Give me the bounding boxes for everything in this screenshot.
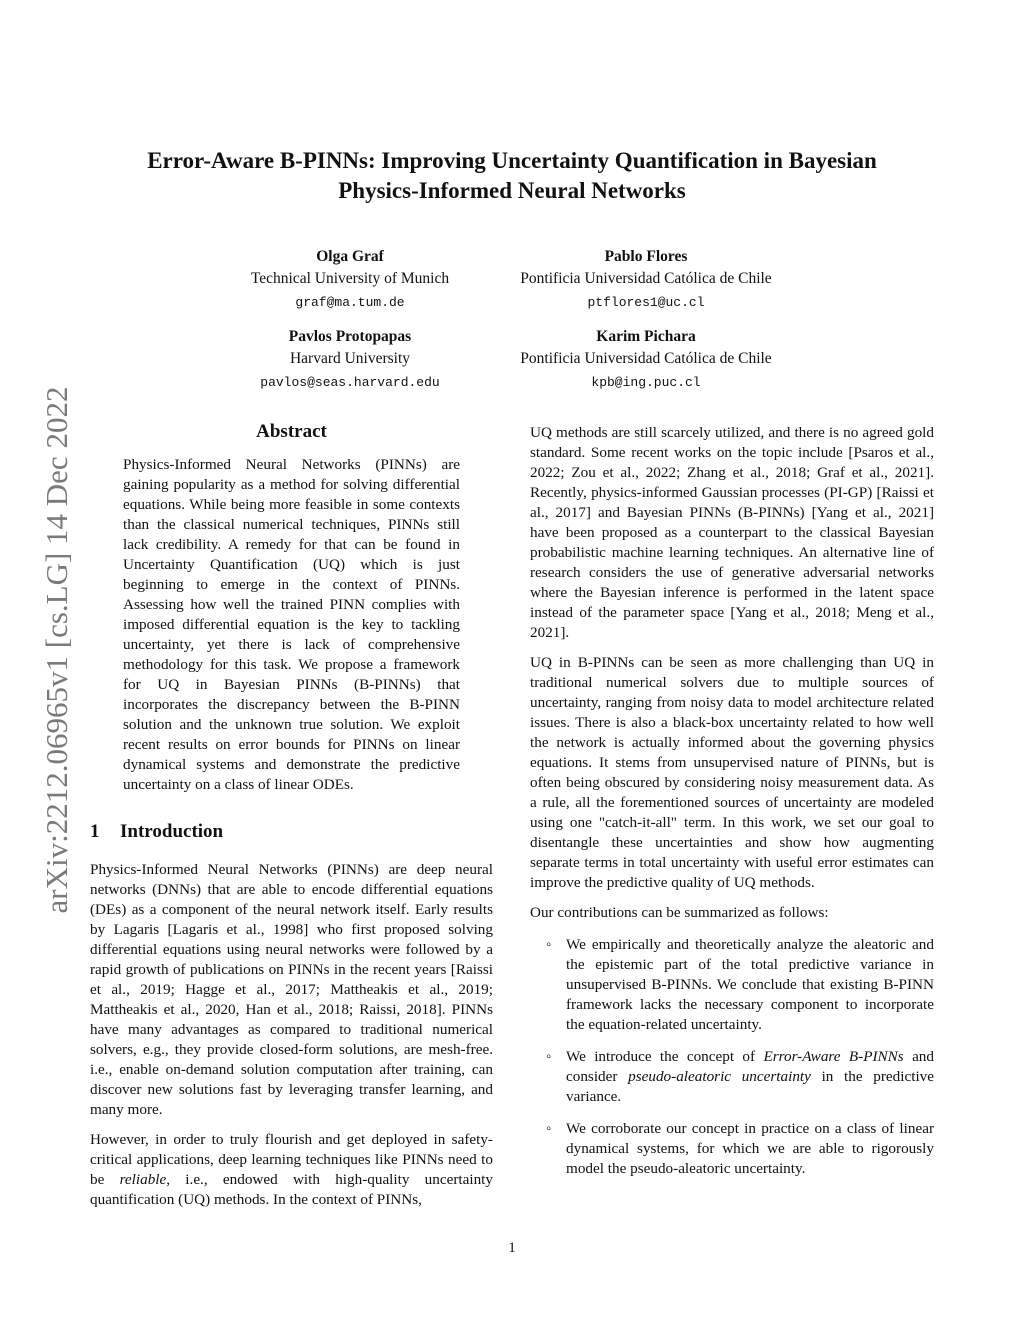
intro-paragraph-2: However, in order to truly flourish and get deployed in safety-critical applications, deep learning techniques like PINNs need to be reliable, i.e., endowed with high-quality uncertainty quantification (UQ) methods. In the context of PINNs, [90,1131,493,1208]
paper-title [0,146,1024,206]
paper-title-line-1: Error-Aware B-PINNs: Improving Uncertainty Quantification in Bayesian [147,148,877,173]
author-email[interactable]: graf@ma.tum.de [295,295,405,310]
abstract-heading: Abstract [256,421,327,442]
left-column [90,860,493,1220]
right-column [530,423,934,1191]
contributions-intro: Our contributions can be summarized as follows: [530,904,829,921]
contributions-list [530,935,934,1179]
author-email[interactable]: pavlos@seas.harvard.edu [260,375,440,390]
bullet-icon: ◦ [546,936,552,953]
list-item: ◦ We corroborate our concept in practice on a class of linear dynamical systems, for which we are able to rigorously model the pseudo-aleatoric uncertainty. [546,1120,934,1177]
section-title: Introduction [120,821,224,842]
section-heading [90,820,223,844]
abstract-text: Physics-Informed Neural Networks (PINNs) are gaining popularity as a method for solving differential equations. While being more feasible in some contexts than the classical numerical techniques, PINNs still lack credibility. A remedy for that can be found in Uncertainty Quantification (UQ) which is just beginning to emerge in the context of PINNs. Assessing how well the trained PINN complies with imposed differential equation is the key to tackling uncertainty, yet there is lack of comprehensive methodology for this task. We propose a framework for UQ in Bayesian PINNs (B-PINNs) that incorporates the discrepancy between the B-PINN solution and the unknown true solution. We exploit recent results on error bounds for PINNs on linear dynamical systems and demonstrate the predictive uncertainty on a class of linear ODEs. [123,456,460,793]
author-affiliation: Pontificia Universidad Católica de Chile [520,270,772,287]
intro-paragraph-1: Physics-Informed Neural Networks (PINNs) are deep neural networks (DNNs) that are able to encode differential equations (DEs) as a component of the neural network itself. Early results by Lagaris [Lagaris et al., 1998] who first proposed solving differential equations using neural networks were followed by a rapid growth of publications on PINNs in the recent years [Raissi et al., 2019; Hagge et al., 2017; Mattheakis et al., 2019; Mattheakis et al., 2020, Han et al., 2018; Raissi, 2018]. PINNs have many advantages as compared to traditional numerical solvers, e.g., they provide closed-form solutions, are mesh-free. i.e., enable on-demand solution computation after training, can discover new solutions fast by leveraging transfer learning, and many more. [90,861,493,1118]
body-paragraph: UQ in B-PINNs can be seen as more challenging than UQ in traditional numerical solvers due to multiple sources of uncertainty, ranging from noisy data to model architecture related issues. There is also a black-box uncertainty related to how well the network is actually informed about the governing physics equations. It stems from unsupervised nature of PINNs, but is often being obscured by considering noisy measurement data. As a rule, all the forementioned sources of uncertainty are modeled using one "catch-it-all" term. In this work, we set our goal to disentangle these uncertainties and show how augmenting separate terms in total uncertainty with useful error estimates can improve the predictive quality of UQ methods. [530,654,934,891]
author-name: Pablo Flores [604,248,688,265]
body-paragraph: UQ methods are still scarcely utilized, and there is no agreed gold standard. Some recent works on the topic include [Psaros et al., 2022; Zou et al., 2022; Zhang et al., 2018; Graf et al., 2021]. Recently, physics-informed Gaussian processes (PI-GP) [Raissi et al., 2017] and Bayesian PINNs (B-PINNs) [Yang et al., 2021] have been proposed as a counterpart to the classical Bayesian probabilistic machine learning techniques. An alternative line of research considers the use of generative adversarial networks where the Bayesian inference is performed in the latent space instead of the parameter space [Yang et al., 2018; Meng et al., 2021]. [530,424,934,641]
author-name: Karim Pichara [596,328,696,345]
author-affiliation: Pontificia Universidad Católica de Chile [520,350,772,367]
author-name: Pavlos Protopapas [288,328,412,345]
author-affiliation: Technical University of Munich [250,270,450,287]
author-name: Olga Graf [316,248,384,265]
paper-title-line-2: Physics-Informed Neural Networks [338,178,686,203]
list-item: ◦ We introduce the concept of Error-Aware B-PINNs and consider pseudo-aleatoric uncertainty in the predictive variance. [546,1048,934,1105]
section-number: 1 [90,821,100,842]
author-block [200,246,500,314]
bullet-icon: ◦ [546,1048,552,1065]
author-block [200,326,500,394]
bullet-icon: ◦ [546,1120,552,1137]
author-block [496,246,796,314]
arxiv-identifier: arXiv:2212.06965v1 [cs.LG] 14 Dec 2022 [39,386,74,914]
author-email[interactable]: kpb@ing.puc.cl [591,375,701,390]
list-item: ◦ We empirically and theoretically analyze the aleatoric and the epistemic part of the total predictive variance in unsupervised B-PINNs. We conclude that existing B-PINN framework lacks the necessary component to incorporate the equation-related uncertainty. [546,936,934,1033]
page-number: 1 [508,1240,516,1256]
author-affiliation: Harvard University [289,350,411,367]
author-email[interactable]: ptflores1@uc.cl [587,295,705,310]
author-block [496,326,796,394]
